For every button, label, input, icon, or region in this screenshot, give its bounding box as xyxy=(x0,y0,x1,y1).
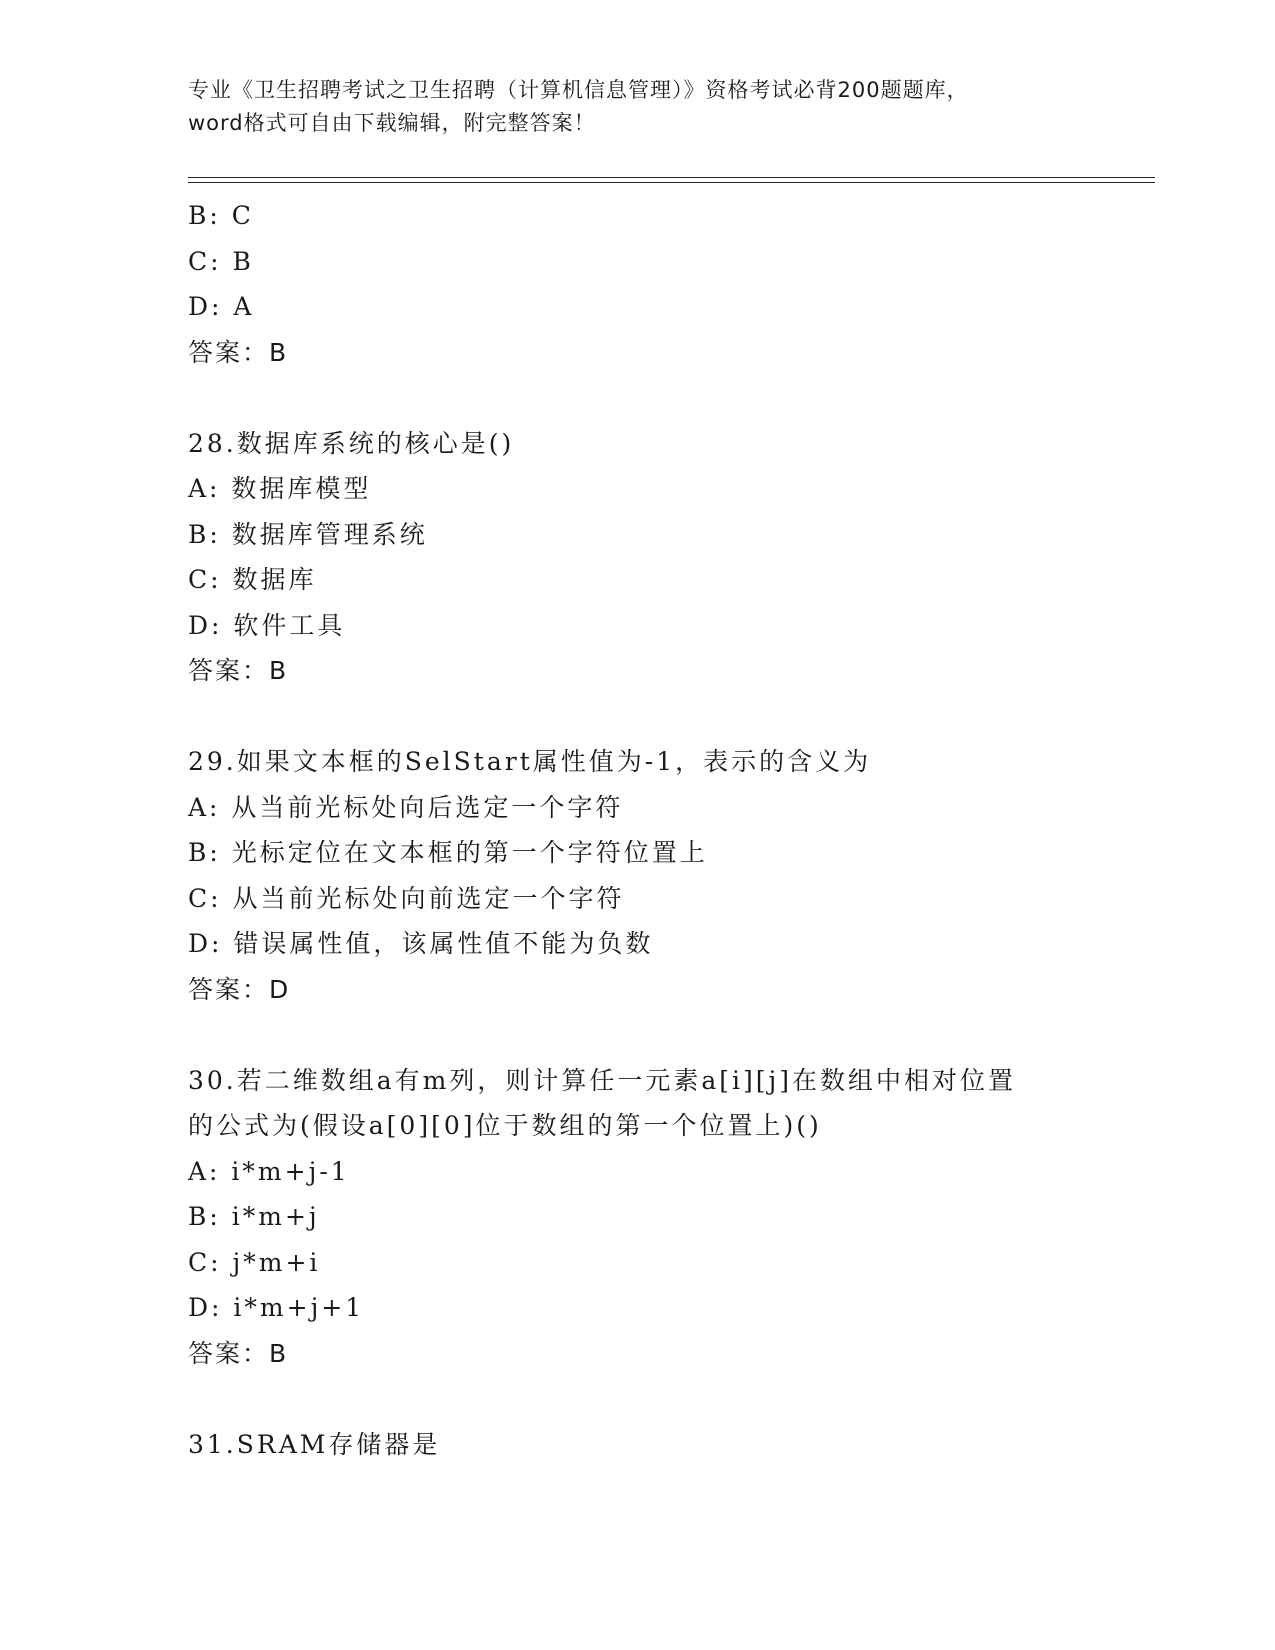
option-a: A: i*m+j-1 xyxy=(188,1156,350,1186)
header-divider-bottom xyxy=(188,182,1155,183)
option-b: B: i*m+j xyxy=(188,1202,320,1231)
answer-line: 答案：D xyxy=(188,974,291,1004)
option-c: C: j*m+i xyxy=(188,1247,321,1277)
question-text-line-1: 30.若二维数组a有m列，则计算任一元素a[i][j]在数组中相对位置 xyxy=(188,1065,1017,1095)
spacer xyxy=(188,1376,1088,1422)
spacer xyxy=(188,375,1088,421)
header-line-1: 专业《卫生招聘考试之卫生招聘（计算机信息管理）》资格考试必背200题题库， xyxy=(188,78,969,102)
question-text: 29.如果文本框的SelStart属性值为-1，表示的含义为 xyxy=(188,747,872,776)
option-b: B: 光标定位在文本框的第一个字符位置上 xyxy=(188,838,708,867)
option-b: B: 数据库管理系统 xyxy=(188,519,428,549)
answer-line: 答案：B xyxy=(188,337,289,367)
question-29 xyxy=(188,739,1088,1012)
question-list xyxy=(188,193,1088,1467)
option-c: C: B xyxy=(188,246,254,276)
spacer xyxy=(188,694,1088,740)
question-text: 28.数据库系统的核心是() xyxy=(188,428,515,458)
question-30 xyxy=(188,1058,1088,1377)
option-d: D: i*m+j+1 xyxy=(188,1293,365,1322)
option-d: D: 错误属性值，该属性值不能为负数 xyxy=(188,929,654,958)
option-c: C: 数据库 xyxy=(188,565,317,594)
option-a: A: 从当前光标处向后选定一个字符 xyxy=(188,792,624,822)
header-divider-top xyxy=(188,177,1155,178)
option-c: C: 从当前光标处向前选定一个字符 xyxy=(188,883,625,913)
option-b: B: C xyxy=(188,201,254,230)
option-d: D: A xyxy=(188,292,255,321)
option-a: A: 数据库模型 xyxy=(188,474,372,503)
spacer xyxy=(188,1012,1088,1058)
question-27-partial xyxy=(188,193,1088,375)
option-d: D: 软件工具 xyxy=(188,610,346,640)
question-text: 31.SRAM存储器是 xyxy=(188,1429,441,1459)
question-text-line-2: 的公式为(假设a[0][0]位于数组的第一个位置上)() xyxy=(188,1111,822,1140)
document-header xyxy=(188,74,1088,140)
header-line-2: word格式可自由下载编辑，附完整答案！ xyxy=(188,111,596,135)
answer-line: 答案：B xyxy=(188,1338,289,1368)
question-31 xyxy=(188,1422,1088,1468)
answer-line: 答案：B xyxy=(188,656,289,685)
question-28 xyxy=(188,421,1088,694)
